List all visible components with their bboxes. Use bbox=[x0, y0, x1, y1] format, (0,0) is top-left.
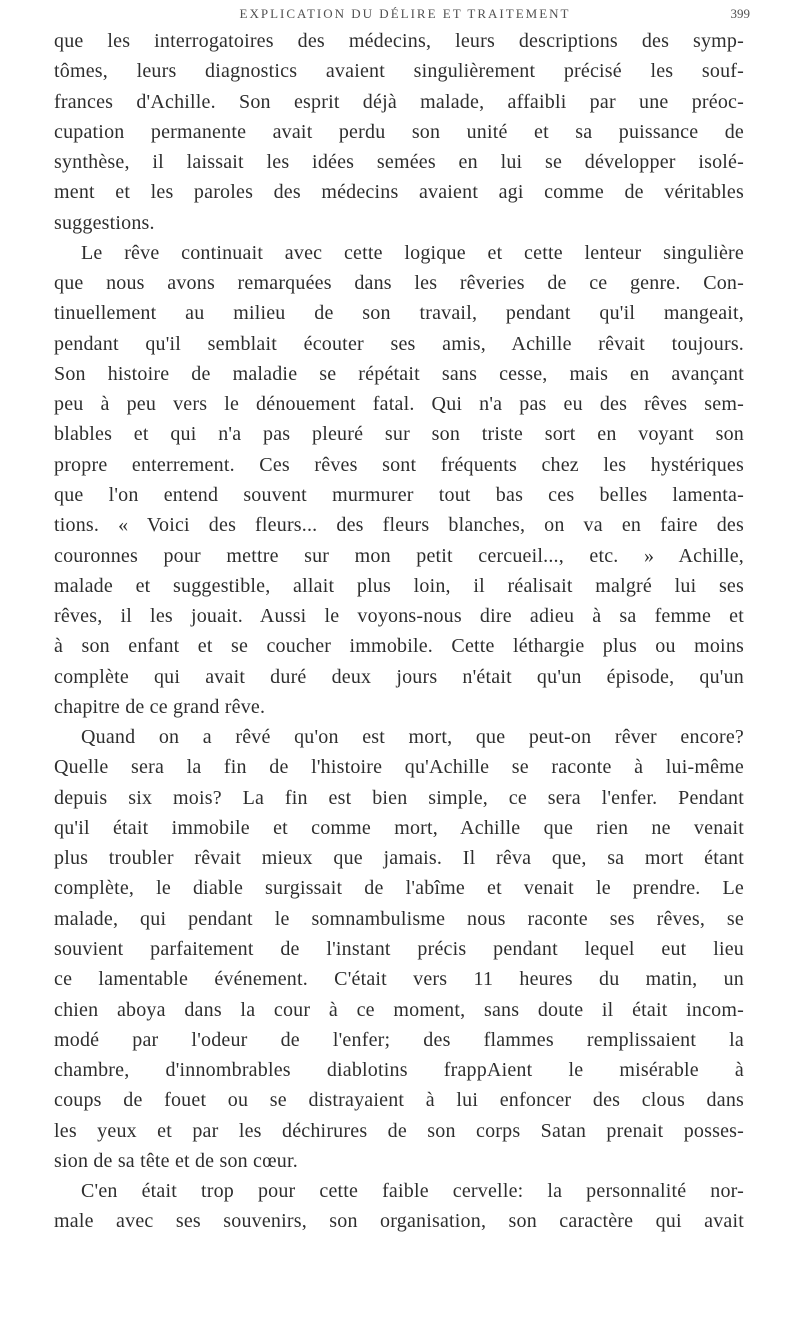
page-number: 399 bbox=[730, 6, 750, 21]
text-line: blables et qui n'a pas pleuré sur son triste sort en voyant son bbox=[54, 423, 744, 446]
text-line: modé par l'odeur de l'enfer; des flammes remplissaient la bbox=[54, 1028, 744, 1051]
text-line: ce lamentable événement. C'était vers 11 heures du matin, un bbox=[54, 968, 744, 991]
text-line: Le rêve continuait avec cette logique et cette lenteur singulière bbox=[81, 241, 744, 264]
text-line: complète qui avait duré deux jours n'était qu'un épisode, qu'un bbox=[54, 665, 744, 688]
text-line: tômes, leurs diagnostics avaient singulièrement précisé les souf- bbox=[54, 60, 744, 83]
text-line: tions. « Voici des fleurs... des fleurs blanches, on va en faire des bbox=[54, 514, 744, 537]
text-line: que les interrogatoires des médecins, leurs descriptions des symp- bbox=[54, 30, 744, 52]
text-line: depuis six mois? La fin est bien simple, ce sera l'enfer. Pendant bbox=[54, 786, 744, 809]
text-line: ment et les paroles des médecins avaient agi comme de véritables bbox=[54, 181, 744, 204]
text-line: cupation permanente avait perdu son unité et sa puissance de bbox=[54, 120, 744, 143]
text-line: à son enfant et se coucher immobile. Cette léthargie plus ou moins bbox=[54, 635, 744, 658]
text-line: rêves, il les jouait. Aussi le voyons-nous dire adieu à sa femme et bbox=[54, 605, 744, 628]
text-line: frances d'Achille. Son esprit déjà malade, affaibli par une préoc- bbox=[54, 90, 744, 113]
text-line: Quand on a rêvé qu'on est mort, que peut-on rêver encore? bbox=[81, 726, 744, 749]
text-line: C'en était trop pour cette faible cervelle: la personnalité nor- bbox=[81, 1180, 744, 1203]
text-line: que nous avons remarquées dans les rêveries de ce genre. Con- bbox=[54, 272, 744, 295]
text-line: chapitre de ce grand rêve. bbox=[54, 695, 266, 718]
text-line: complète, le diable surgissait de l'abîme et venait le prendre. Le bbox=[54, 877, 744, 900]
text-line: souvient parfaitement de l'instant précis pendant lequel eut lieu bbox=[54, 937, 744, 960]
text-line: malade et suggestible, allait plus loin, il réalisait malgré lui ses bbox=[54, 574, 744, 597]
running-head bbox=[60, 6, 750, 26]
text-line: suggestions. bbox=[54, 211, 155, 234]
text-line: chien aboya dans la cour à ce moment, sans doute il était incom- bbox=[54, 998, 744, 1021]
text-line: chambre, d'innombrables diablotins frappAient le misérable à bbox=[54, 1059, 744, 1082]
body-text bbox=[54, 26, 744, 1237]
text-line: synthèse, il laissait les idées semées en lui se développer isolé- bbox=[54, 151, 744, 174]
text-line: Quelle sera la fin de l'histoire qu'Achille se raconte à lui-même bbox=[54, 756, 744, 779]
text-line: malade, qui pendant le somnambulisme nous raconte ses rêves, se bbox=[54, 907, 744, 930]
text-line: coups de fouet ou se distrayaient à lui enfoncer des clous dans bbox=[54, 1089, 744, 1112]
text-line: qu'il était immobile et comme mort, Achille que rien ne venait bbox=[54, 816, 744, 839]
text-line: couronnes pour mettre sur mon petit cercueil..., etc. » Achille, bbox=[54, 544, 744, 567]
text-line: Son histoire de maladie se répétait sans cesse, mais en avançant bbox=[54, 362, 744, 385]
text-line: les yeux et par les déchirures de son corps Satan prenait posses- bbox=[54, 1119, 744, 1142]
text-line: male avec ses souvenirs, son organisation, son caractère qui avait bbox=[54, 1210, 744, 1233]
text-line: plus troubler rêvait mieux que jamais. Il rêva que, sa mort étant bbox=[54, 847, 744, 870]
text-line: sion de sa tête et de son cœur. bbox=[54, 1149, 298, 1172]
running-title: EXPLICATION DU DÉLIRE ET TRAITEMENT bbox=[239, 6, 571, 21]
text-line: que l'on entend souvent murmurer tout bas ces belles lamenta- bbox=[54, 483, 744, 506]
text-line: tinuellement au milieu de son travail, pendant qu'il mangeait, bbox=[54, 302, 744, 325]
text-line: peu à peu vers le dénouement fatal. Qui n'a pas eu des rêves sem- bbox=[54, 393, 744, 416]
text-line: pendant qu'il semblait écouter ses amis, Achille rêvait toujours. bbox=[54, 332, 744, 355]
text-line: propre enterrement. Ces rêves sont fréquents chez les hystériques bbox=[54, 453, 744, 476]
